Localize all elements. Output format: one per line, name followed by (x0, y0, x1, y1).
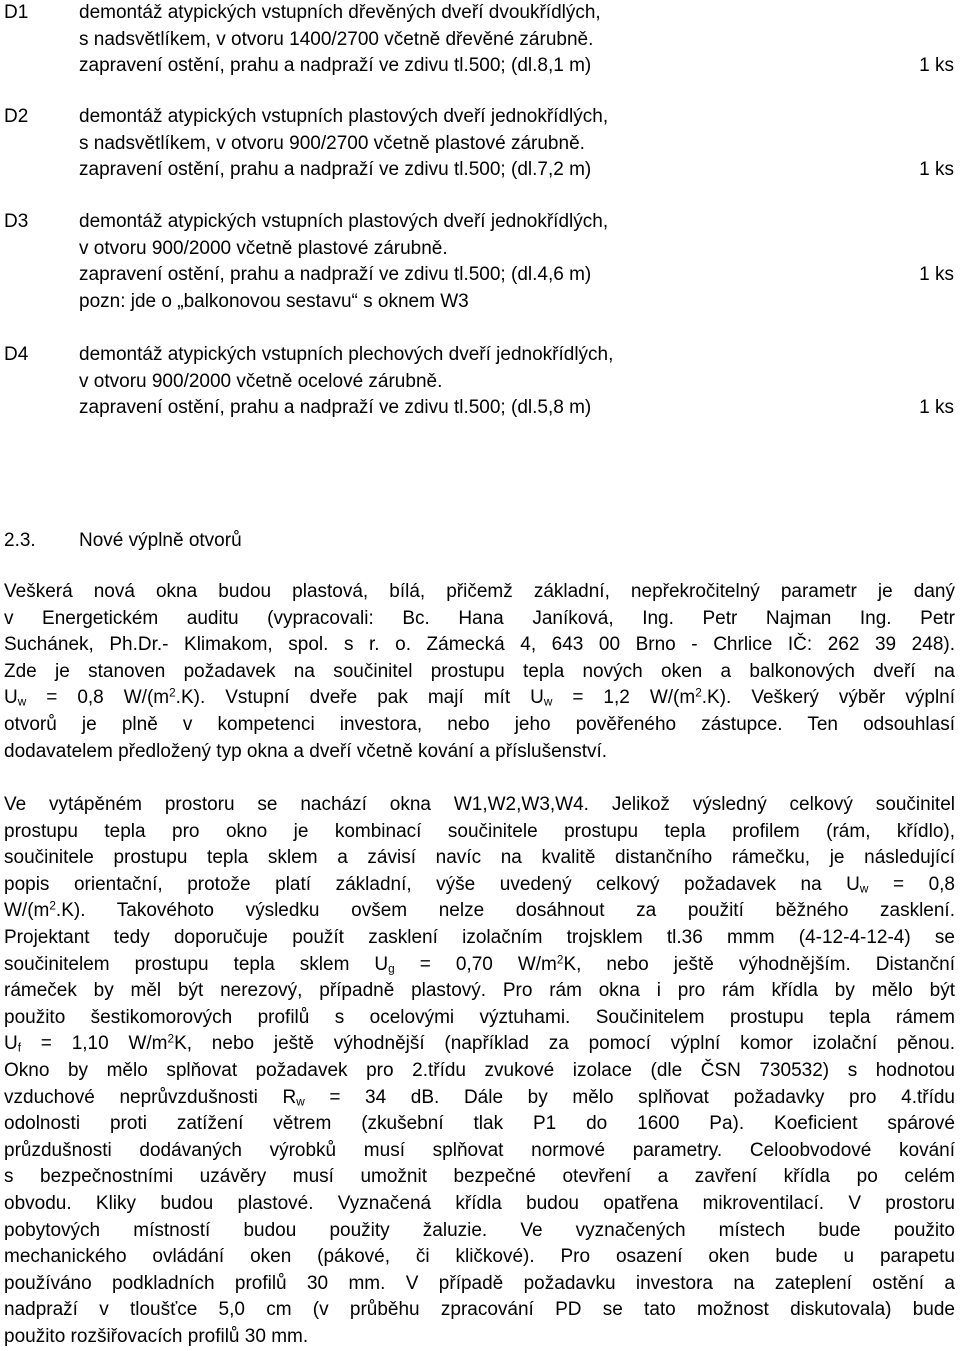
item-quantity: 1 ks (919, 264, 954, 285)
paragraph-window-specification: Ve vytápěném prostoru se nachází okna W1,W2,W3,W4. Jelikož výsledný celkový součinitel prostupu tepla pro okno je kombinací součinitele prostupu tepla profilem (rám, křídlo), součinitele prostupu tepla sklem a závisí navíc na kvalitě distančního rámečku, je následující popis orientační, protože platí základní, výše uvedený celkový požadavek na $U_w = 0,8$ $W/(m^2.K)$. Takovéhoto výsledku ovšem nelze dosáhnout za použití běžného zasklení. Projektant tedy doporučuje použít zasklení izolačním trojsklem tl.36 mmm (4-12-4-12-4) se součinitelem prostupu tepla sklem $U_g = 0,70$ $W/m^2K$, nebo ještě výhodnějším. Distanční rámeček by měl být nerezový, případně plastový. Pro rám okna i pro rám křídla by mělo být použito šestikomorových profilů s ocelovými výztuhami. Součinitelem prostupu tepla rámem $U_f = 1,10$ $W/m^2K$, nebo ještě výhodnější (například za pomocí výplní komor izolační pěnou. Okno by mělo splňovat požadavek pro 2.třídu zvukové izolace (dle ČSN 730532) s hodnotou vzduchové neprůvzdušnosti $R_w = 34$ dB. Dále by mělo splňovat požadavky pro 4.třídu odolnosti proti zatížení větrem (zkušební tlak P1 do 1600 Pa). Koeficient spárové průzdušnosti dodávaných výrobků musí splňovat normové parametry. Celoobvodové kování s bezpečnostními uzávěry musí umožnit bezpečné otevření a zavření křídla po celém obvodu. Kliky budou plastové. Vyznačená křídla budou opatřena mikroventilací. V prostoru pobytových místností budou použity žaluzie. Ve vyznačených místech bude použito mechanického ovládání oken (pákové, či kličkové). Pro osazení oken bude u parapetu používáno podkladních profilů 30 mm. V případě požadavku investora na zateplení ostění a nadpraží v tloušťce 5,0 cm (v průběhu zpracování PD se tato možnost diskutovala) bude použito rozšiřovacích profilů 30 mm. (4, 794, 956, 1347)
item-description: demontáž atypických vstupních plechových dveří jednokřídlých, v otvoru 900/2000 včetně ocelové zárubně. zapravení ostění, prahu a nadpraží ve zdivu tl.500; (dl.5,8 m) (79, 344, 614, 419)
item-code: D2 (4, 106, 29, 127)
item-code: D1 (4, 2, 29, 23)
item-quantity: 1 ks (919, 55, 954, 76)
section-title: Nové výplně otvorů (79, 530, 242, 551)
item-description: demontáž atypických vstupních dřevěných dveří dvoukřídlých, s nadsvětlíkem, v otvoru 1400/2700 včetně dřevěné zárubně. zapravení ostění, prahu a nadpraží ve zdivu tl.500; (dl.8,1 m) (79, 2, 601, 77)
item-code: D3 (4, 211, 29, 232)
item-description: demontáž atypických vstupních plastových dveří jednokřídlých, s nadsvětlíkem, v otvoru 900/2700 včetně plastové zárubně. zapravení ostění, prahu a nadpraží ve zdivu tl.500; (dl.7,2 m) (79, 106, 609, 181)
item-description: demontáž atypických vstupních plastových dveří jednokřídlých, v otvoru 900/2000 včetně plastové zárubně. zapravení ostění, prahu a nadpraží ve zdivu tl.500; (dl.4,6 m) pozn: jde o „balkonovou sestavu“ s oknem W3 (79, 211, 609, 312)
item-code: D4 (4, 344, 29, 365)
item-quantity: 1 ks (919, 397, 954, 418)
paragraph-windows-parameters: Veškerá nová okna budou plastová, bílá, přičemž základní, nepřekročitelný parametr je daný v Energetickém auditu (vypracovali: Bc. Hana Janíková, Ing. Petr Najman Ing. Petr Suchánek, Ph.Dr.- Klimakom, spol. s r. o. Zámecká 4, 643 00 Brno - Chrlice IČ: 262 39 248). Zde je stanoven požadavek na součinitel prostupu tepla nových oken a balkonových dveří na $U_w = 0,8$ $W/(m^2.K)$. Vstupní dveře pak mají mít $U_w = 1,2$ $W/(m^2.K)$. Veškerý výběr výplní otvorů je plně v kompetenci investora, nebo jeho pověřeného zástupce. Ten odsouhlasí dodavatelem předložený typ okna a dveří včetně kování a příslušenství. (4, 581, 956, 762)
item-quantity: 1 ks (919, 159, 954, 180)
section-number: 2.3. (4, 530, 36, 551)
